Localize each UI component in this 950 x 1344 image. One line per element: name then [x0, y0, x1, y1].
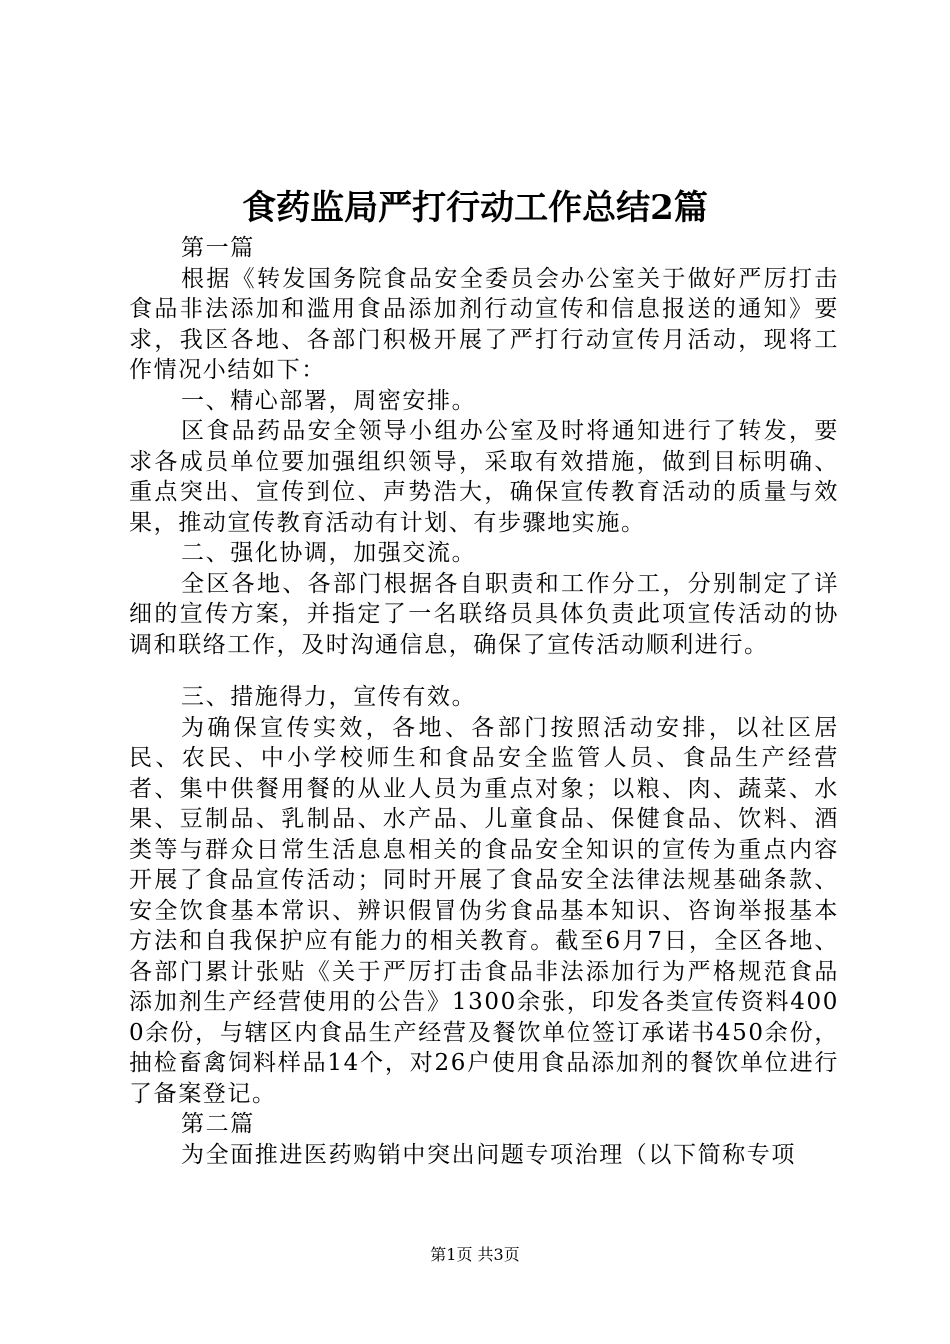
subheading-one: 一、精心部署，周密安排。: [181, 387, 477, 414]
section-heading-part-two: 第二篇: [181, 1111, 255, 1137]
paragraph-part-two-intro: 为全面推进医药购销中突出问题专项治理（以下简称专项: [181, 1141, 796, 1168]
paragraph-measures: 为确保宣传实效，各地、各部门按照活动安排，以社区居民、农民、中小学校师生和食品安全监管人员、食品生产经营者、集中供餐用餐的从业人员为重点对象；以粮、肉、蔬菜、水果、豆制品、乳制品、水产品、儿童食品、保健食品、饮料、酒类等与群众日常生活息息相关的食品安全知识的宣传为重点内容开展了食品宣传活动；同时开展了食品安全法律法规基础条款、安全饮食基本常识、辨识假冒伪劣食品基本知识、咨询举报基本方法和自我保护应有能力的相关教育。截至6月7日，全区各地、各部门累计张贴《关于严厉打击食品非法添加行为严格规范食品添加剂生产经营使用的公告》1300余张，印发各类宣传资料4000余份，与辖区内食品生产经营及餐饮单位签订承诺书450余份，抽检畜禽饲料样品14个，对26户使用食品添加剂的餐饮单位进行了备案登记。: [129, 714, 839, 1107]
paragraph-deployment: 区食品药品安全领导小组办公室及时将通知进行了转发，要求各成员单位要加强组织领导，采取有效措施，做到目标明确、重点突出、宣传到位、声势浩大，确保宣传教育活动的质量与效果，推动宣传教育活动有计划、有步骤地实施。: [129, 418, 839, 536]
paragraph-spacer: [129, 660, 839, 682]
paragraph-intro: 根据《转发国务院食品安全委员会办公室关于做好严厉打击食品非法添加和滥用食品添加剂行动宣传和信息报送的通知》要求，我区各地、各部门积极开展了严打行动宣传月活动，现将工作情况小结如下：: [129, 265, 839, 383]
document-title: 食药监局严打行动工作总结2篇: [242, 188, 708, 228]
subheading-three: 三、措施得力，宣传有效。: [181, 684, 477, 710]
paragraph-coordination: 全区各地、各部门根据各自职责和工作分工，分别制定了详细的宣传方案，并指定了一名联络员具体负责此项宣传活动的协调和联络工作，及时沟通信息，确保了宣传活动顺利进行。: [129, 570, 839, 658]
section-heading-part-one: 第一篇: [181, 235, 255, 261]
page-footer: 第1页 共3页: [430, 1245, 520, 1264]
subheading-two: 二、强化协调，加强交流。: [181, 540, 477, 566]
document-body: [129, 233, 839, 1170]
